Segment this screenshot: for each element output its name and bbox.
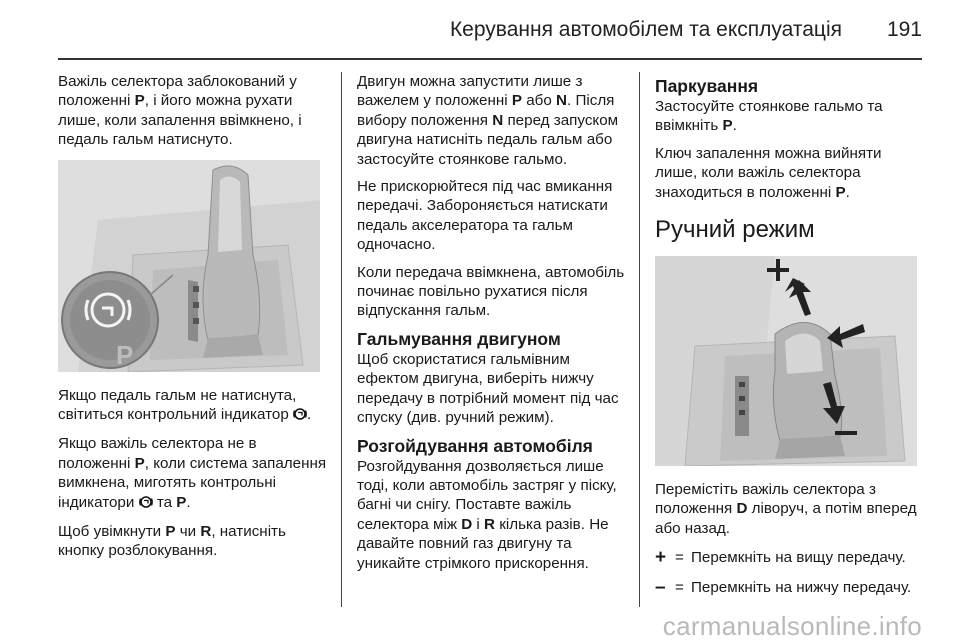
paragraph-creep: Коли передача ввімкнена, автомобіль починає повільно рухатися після відпускання гальм.: [357, 263, 625, 320]
watermark: carmanualsonline.info: [662, 611, 922, 641]
manual-mode-figure: [655, 256, 917, 466]
brake-indicator-icon: [139, 495, 153, 514]
minus-symbol: –: [655, 576, 666, 598]
column-3: [655, 72, 927, 603]
plus-symbol: +: [655, 547, 667, 569]
minus-marker: [835, 431, 857, 435]
paragraph-engine-start: Двигун можна запустити лише з важелем у положенні P або N. Після вибору положення N перед запуском двигуна натисніть педаль гальм або застосуйте стоянкове гальмо.: [357, 73, 619, 168]
gear-lever-brake-figure: [58, 160, 320, 372]
heading-engine-braking: Гальмування двигуном: [357, 328, 561, 349]
heading-parking: Паркування: [655, 76, 759, 96]
heading-manual-mode: Ручний режим: [655, 216, 815, 244]
paragraph-brake-indicator: Якщо педаль гальм не натиснута, світиться контрольний індикатор .: [58, 386, 328, 427]
paragraph-manual-move: Перемістіть важіль селектора з положення D ліворуч, а потім вперед або назад.: [655, 481, 917, 537]
paragraph-key-removal: Ключ запалення можна вийняти лише, коли важіль селектора знаходиться в положенні P.: [655, 144, 882, 201]
heading-rocking: Розгойдування автомобіля: [357, 435, 593, 456]
paragraph-indicators-flash: Якщо важіль селектора не в положенні P, коли система запалення вимкнена, миготять контрольні індикатори та P.: [58, 434, 328, 514]
paragraph-engine-braking: Щоб скористатися гальмівним ефектом двигуна, виберіть нижчу передачу в потрібний момент під час спуску (див. ручний режим).: [357, 350, 619, 427]
column-divider-1: [341, 72, 342, 607]
legend-upshift: + = Перемкніть на вищу передачу.: [655, 547, 906, 569]
paragraph-unlock-button: Щоб увімкнути P чи R, натисніть кнопку розблокування.: [58, 523, 286, 560]
page-number: 191: [886, 18, 922, 41]
column-1: [58, 72, 328, 569]
paragraph-parking: Застосуйте стоянкове гальмо та ввімкніть P.: [655, 98, 883, 135]
column-divider-2: [639, 72, 640, 607]
paragraph-no-acceleration: Не прискорюйтеся під час вмикання передачі. Забороняється натискати педаль акселератора та гальм одночасно.: [357, 178, 613, 254]
paragraph-rocking: Розгойдування дозволяється лише тоді, коли автомобіль застряг у піску, багні чи снігу. Поставте важіль селектора між D і R кілька разів. Не давайте повний газ двигуну та уникайте стрімкого прискорення.: [357, 457, 617, 572]
brake-indicator-icon: [293, 407, 307, 426]
column-2: [357, 72, 625, 581]
paragraph-selector-locked: Важіль селектора заблокований у положенні P, і його можна рухати лише, коли запалення ввімкнено, і педаль гальм натиснуто.: [58, 73, 302, 149]
header-rule: [58, 58, 922, 60]
header-title: Керування автомобілем та експлуатація: [449, 18, 842, 41]
figure-p-label: P: [116, 339, 134, 370]
legend-downshift: – = Перемкніть на нижчу передачу.: [655, 576, 912, 598]
